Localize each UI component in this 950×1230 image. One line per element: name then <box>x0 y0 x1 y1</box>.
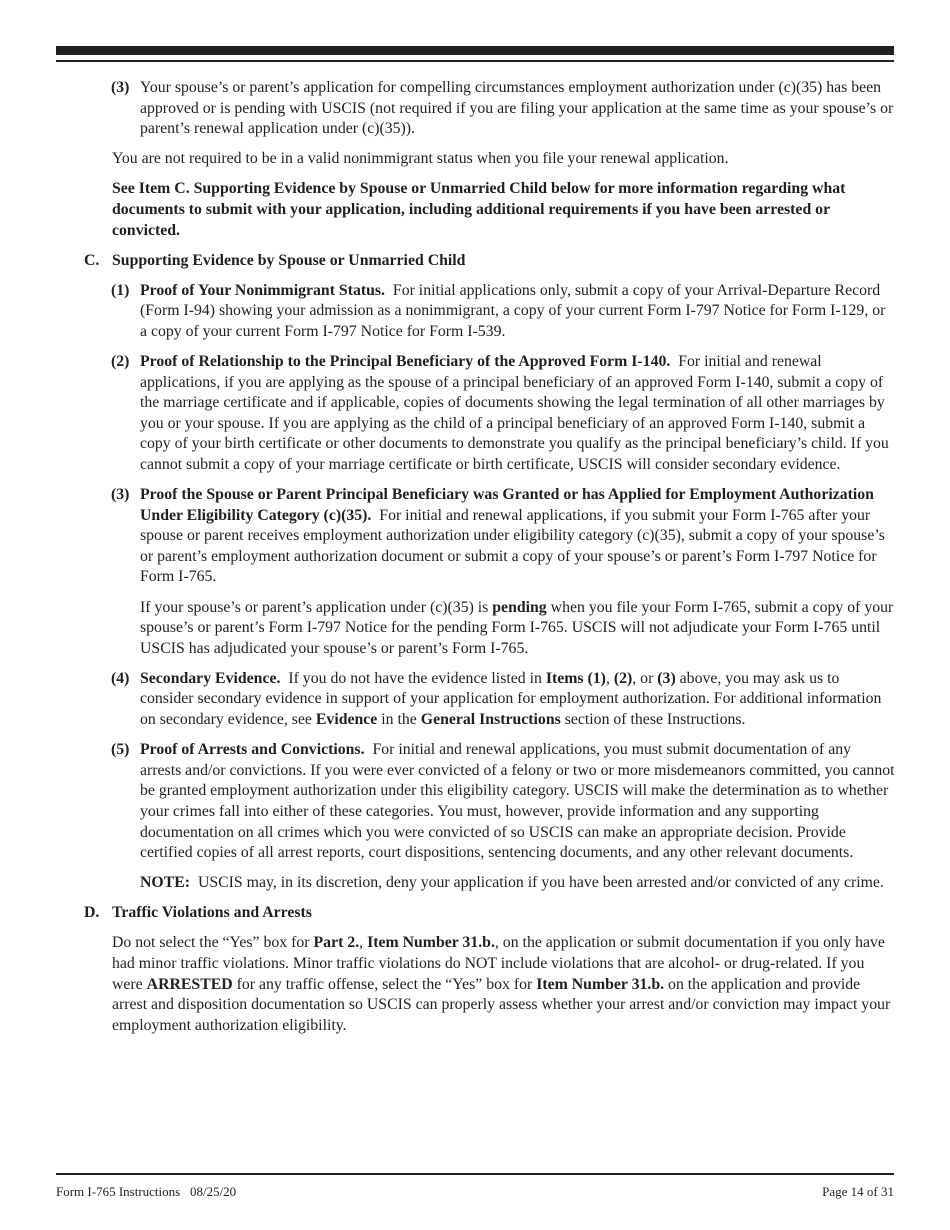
section-c-heading <box>84 251 896 272</box>
item-ref-3: (3) <box>657 669 676 687</box>
note-text: USCIS may, in its discretion, deny your application if you have been arrested and/or convicted of any crime. <box>197 874 884 892</box>
section-title: Traffic Violations and Arrests <box>112 904 312 922</box>
section-d-text: for any traffic offense, select the “Yes” box for <box>236 975 533 993</box>
nonimmigrant-status-paragraph: You are not required to be in a valid nonimmigrant status when you file your renewal application. <box>112 150 729 168</box>
item-text-part: , <box>605 669 610 687</box>
item-heading: Proof of Relationship to the Principal Beneficiary of the Approved Form I-140. <box>140 353 671 371</box>
header-rule-thick <box>56 46 894 55</box>
section-d-text: Do not select the “Yes” box for <box>112 934 310 952</box>
section-title: Supporting Evidence by Spouse or Unmarried Child <box>112 251 466 269</box>
item-text-part: above, you may ask us to consider secondary evidence in support of your application for employment authorization. For additional information on secondary evidence, see <box>140 669 882 729</box>
followup-text-post: when you file your Form I-765, submit a copy of your spouse’s or parent’s Form I-797 Notice for the pending Form I-765. USCIS will not adjudicate your Form I-765 until USCIS has adjudicated your spouse’s or parent’s Form I-765. <box>140 598 894 657</box>
see-item-c-paragraph <box>84 179 896 241</box>
footer-form-id: Form I-765 Instructions 08/25/20 <box>56 1184 237 1199</box>
evidence-ref: Evidence <box>315 711 378 729</box>
item-text: For initial and renewal applications, if you are applying as the spouse of a principal beneficiary of an approved Form I-140, submit a copy of the marriage certificate and if applicable, copies of documents showing the legal termination of all other marriages by you or your spouse. If you are applying as the child of a principal beneficiary of an approved Form I-140, submit a copy of your birth certificate or other documents to demonstrate you qualify as the principal beneficiary’s child. If you cannot submit a copy of your marriage certificate or birth certificate, USCIS will consider secondary evidence. <box>140 353 889 473</box>
followup-text-pre: If your spouse’s or parent’s application under (c)(35) is <box>140 598 489 616</box>
item-text: Your spouse’s or parent’s application for compelling circumstances employment authorization under (c)(35) has been approved or is pending with USCIS (not required if you are filing your application at the same time as your spouse’s or parent’s renewal application under (c)(35)). <box>140 79 894 138</box>
section-c-item-2 <box>84 352 896 476</box>
item-number: (1) <box>111 281 130 299</box>
section-letter: C. <box>84 251 100 269</box>
footer-rule <box>56 1173 894 1175</box>
item-text-part: section of these Instructions. <box>564 711 746 729</box>
item-number: (5) <box>111 741 130 759</box>
general-instructions-ref: General Instructions <box>420 711 561 729</box>
section-d-text: , on the application or submit documentation if you only have had minor traffic violations. Minor traffic violations do NOT include violations that are alcohol- or drug-related. If you were <box>112 934 885 993</box>
item-number-ref: Item Number 31.b. <box>367 934 495 952</box>
see-item-c-text: See Item C. Supporting Evidence by Spouse or Unmarried Child below for more information regarding what documents to submit with your application, including additional requirements if you have been arrested or convicted. <box>112 180 846 239</box>
header-rule-thin <box>56 60 894 62</box>
item-heading: Proof of Arrests and Convictions. <box>140 741 365 759</box>
section-c-item-3-followup <box>84 598 896 660</box>
item-text-part: in the <box>381 711 417 729</box>
section-c-item-1 <box>84 281 896 343</box>
page-content <box>84 78 896 1046</box>
note-label: NOTE: <box>140 874 191 892</box>
item-number: (2) <box>111 353 130 371</box>
section-c-item-5-note <box>84 873 896 894</box>
item-heading: Proof the Spouse or Parent Principal Beneficiary was Granted or has Applied for Employment Authorization Under Eligibility Category (c)(35). <box>140 486 874 524</box>
footer-page-number: Page 14 of 31 <box>822 1184 894 1199</box>
section-d-heading <box>84 903 896 924</box>
item-text-part: If you do not have the evidence listed in <box>288 669 542 687</box>
part-2-ref: Part 2. <box>313 934 360 952</box>
item-heading: Secondary Evidence. <box>140 669 281 687</box>
item-text: For initial and renewal applications, you must submit documentation of any arrests and/or convictions. If you were ever convicted of a felony or two or more misdemeanors committed, you cannot be granted employment authorization under this eligibility category. USCIS will make the determination as to whether your crimes fall into either of these categories. You must, however, provide information and any supporting documentation on all crimes which you were convicted of so USCIS can make an appropriate decision. Provide certified copies of all arrest reports, court dispositions, sentencing documents, and any other relevant documents. <box>140 741 895 862</box>
section-d-text: , <box>359 934 364 952</box>
section-letter: D. <box>84 904 100 922</box>
section-d-paragraph <box>84 933 896 1036</box>
followup-bold: pending <box>492 598 547 616</box>
item-3-compelling-circumstances <box>84 78 896 140</box>
item-ref-2: (2) <box>613 669 633 687</box>
item-number: (3) <box>111 79 130 96</box>
item-number: (4) <box>111 669 130 687</box>
section-d-text: on the application and provide arrest and disposition documentation so USCIS can properly assess whether your arrest and/or conviction may impact your employment authorization eligibility. <box>112 975 891 1034</box>
section-c-item-5 <box>84 740 896 864</box>
item-ref-1: Items (1) <box>545 669 606 687</box>
section-c-item-4 <box>84 669 896 731</box>
item-text-part: , or <box>632 669 654 687</box>
item-text: For initial and renewal applications, if you submit your Form I-765 after your spouse or parent receives employment authorization under eligibility category (c)(35), submit a copy of your spouse’s or parent’s employment authorization document or submit a copy of your spouse’s or parent’s Form I-797 Notice for Form I-765. <box>140 506 885 586</box>
item-number-ref: Item Number 31.b. <box>536 975 665 993</box>
item-number: (3) <box>111 486 130 504</box>
item-heading: Proof of Your Nonimmigrant Status. <box>140 281 385 299</box>
item-text: For initial applications only, submit a copy of your Arrival-Departure Record (Form I-94) showing your admission as a nonimmigrant, a copy of your current Form I-797 Notice for Form I-129, or a copy of your current Form I-797 Notice for Form I-539. <box>140 281 886 340</box>
section-c-item-3 <box>84 485 896 588</box>
arrested-emphasis: ARRESTED <box>146 975 233 993</box>
